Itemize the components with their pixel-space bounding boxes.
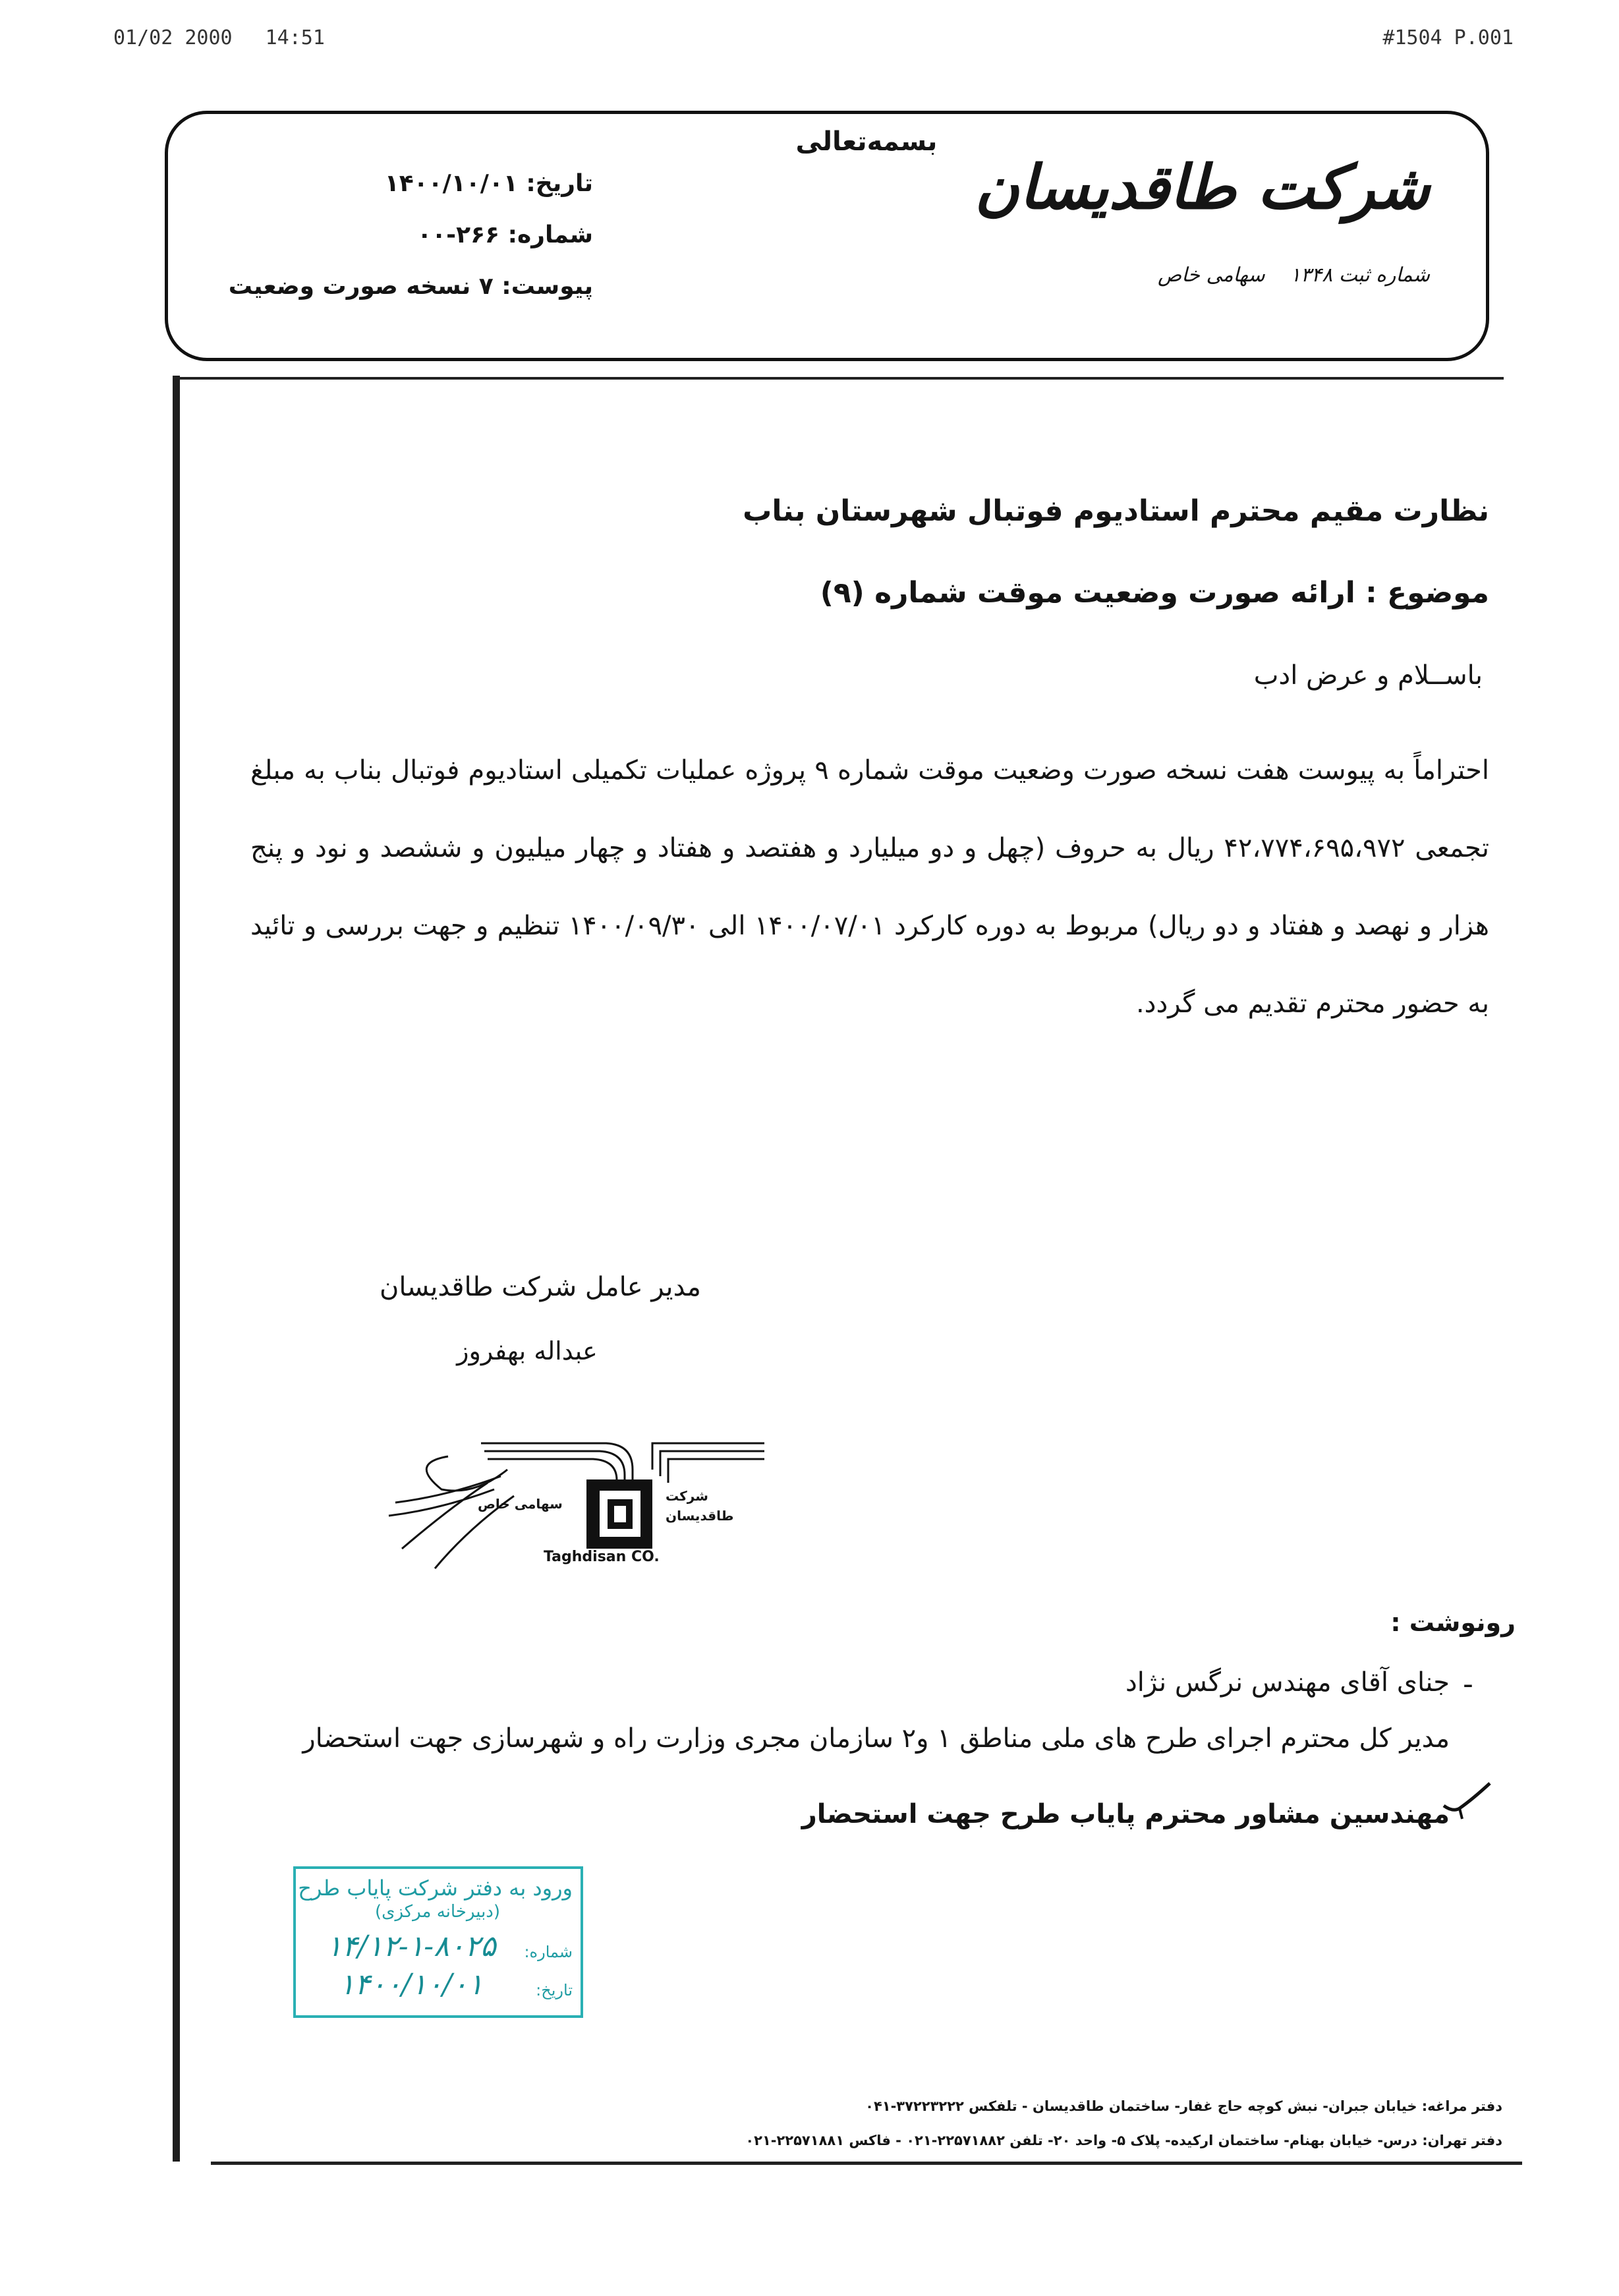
cc-recipient-1: جنای آقای مهندس نرگس نژاد bbox=[1125, 1667, 1450, 1698]
number-line: شماره: ۲۶۶-۰۰ bbox=[417, 221, 593, 248]
cc-recipient-3: مهندسین مشاور محترم پایاب طرح جهت استحضار bbox=[801, 1799, 1450, 1829]
company-registration bbox=[1158, 264, 1430, 287]
fax-date: 01/02 2000 bbox=[113, 26, 233, 49]
basmala: بسمه‌تعالی bbox=[795, 127, 938, 157]
registration-number: شماره ثبت ۱۳۴۸ bbox=[1290, 264, 1430, 287]
signature-title: مدیر عامل شرکت طاقدیسان bbox=[380, 1272, 701, 1302]
attachment-line: پیوست: ۷ نسخه صورت وضعیت bbox=[228, 273, 593, 300]
company-type: سهامی خاص bbox=[1157, 264, 1265, 287]
frame-top-rule bbox=[173, 377, 1504, 380]
cc-label: رونوشت : bbox=[1390, 1608, 1516, 1637]
footer-maragheh-office: دفتر مراغه: خیابان جبران- نبش کوچه حاج غفار- ساختمان طاقدیسان - تلفکس ۳۷۲۲۳۲۲۲-۰۴۱ bbox=[865, 2098, 1502, 2114]
cc-dash: - bbox=[1463, 1667, 1473, 1701]
date-line: تاریخ: ۱۴۰۰/۱۰/۰۱ bbox=[384, 170, 593, 197]
signature-name: عبداله بهفروز bbox=[457, 1336, 598, 1365]
frame-bottom-rule bbox=[211, 2162, 1522, 2165]
received-stamp bbox=[293, 1866, 583, 2018]
letter-meta bbox=[228, 158, 593, 312]
seal-latin-name: Taghdisan CO. bbox=[544, 1549, 660, 1565]
received-date-label: تاریخ: bbox=[536, 1981, 573, 1999]
received-number-label: شماره: bbox=[524, 1943, 573, 1961]
received-number-value: ۱۴/۱۲-۱-۸۰۲۵ bbox=[326, 1930, 496, 1963]
received-stamp-subtitle: (دبیرخانه مرکزی) bbox=[374, 1902, 501, 1922]
cc-recipient-2: مدیر کل محترم اجرای طرح های ملی مناطق ۱ و۲ سازمان مجری وزارت راه و شهرسازی جهت استحضار bbox=[302, 1723, 1450, 1754]
footer-tehran-office: دفتر تهران: درس- خیابان بهنام- ساختمان ارکیده- پلاک ۵- واحد ۲۰- تلفن ۲۲۵۷۱۸۸۲-۰۲۱ - فاکس ۲۲۵۷۱۸۸۱-۰۲۱ bbox=[745, 2133, 1502, 2148]
frame-left-rule bbox=[173, 376, 180, 2162]
company-logo bbox=[975, 152, 1430, 316]
subject: موضوع : ارائه صورت وضعیت موقت شماره (۹) bbox=[820, 576, 1489, 610]
fax-page-id: #1504 P.001 bbox=[1382, 26, 1514, 49]
company-name: شرکت طاقدیسان bbox=[975, 152, 1430, 223]
seal-company-type: سهامی خاص bbox=[478, 1496, 563, 1512]
addressee: نظارت مقیم محترم استادیوم فوتبال شهرستان بناب bbox=[743, 494, 1489, 528]
greeting: باســلام و عرض ادب bbox=[1253, 660, 1483, 691]
received-date-value: ۱۴۰۰/۱۰/۰۱ bbox=[339, 1968, 484, 2001]
received-stamp-title: ورود به دفتر شرکت پایاب طرح bbox=[298, 1876, 573, 1901]
letter-body: احتراماً به پیوست هفت نسخه صورت وضعیت موقت شماره ۹ پروژه عملیات تکمیلی استادیوم فوتبال بناب به مبلغ تجمعی ۴۲،۷۷۴،۶۹۵،۹۷۲ ریال به حروف (چهل و دو میلیارد و هفتصد و هفتاد و چهار میلیون و ششصد و نود و پنج هزار و نهصد و هفتاد و دو ریال) مربوط به دوره کارکرد ۱۴۰۰/۰۷/۰۱ الی ۱۴۰۰/۰۹/۳۰ تنظیم و جهت بررسی و تائید به حضور محترم تقدیم می گردد. bbox=[250, 755, 1490, 1019]
company-seal bbox=[369, 1417, 778, 1582]
seal-company-name: شرکت طاقدیسان bbox=[666, 1488, 734, 1524]
fax-time: 14:51 bbox=[265, 26, 325, 49]
fax-header-datetime bbox=[113, 26, 358, 49]
